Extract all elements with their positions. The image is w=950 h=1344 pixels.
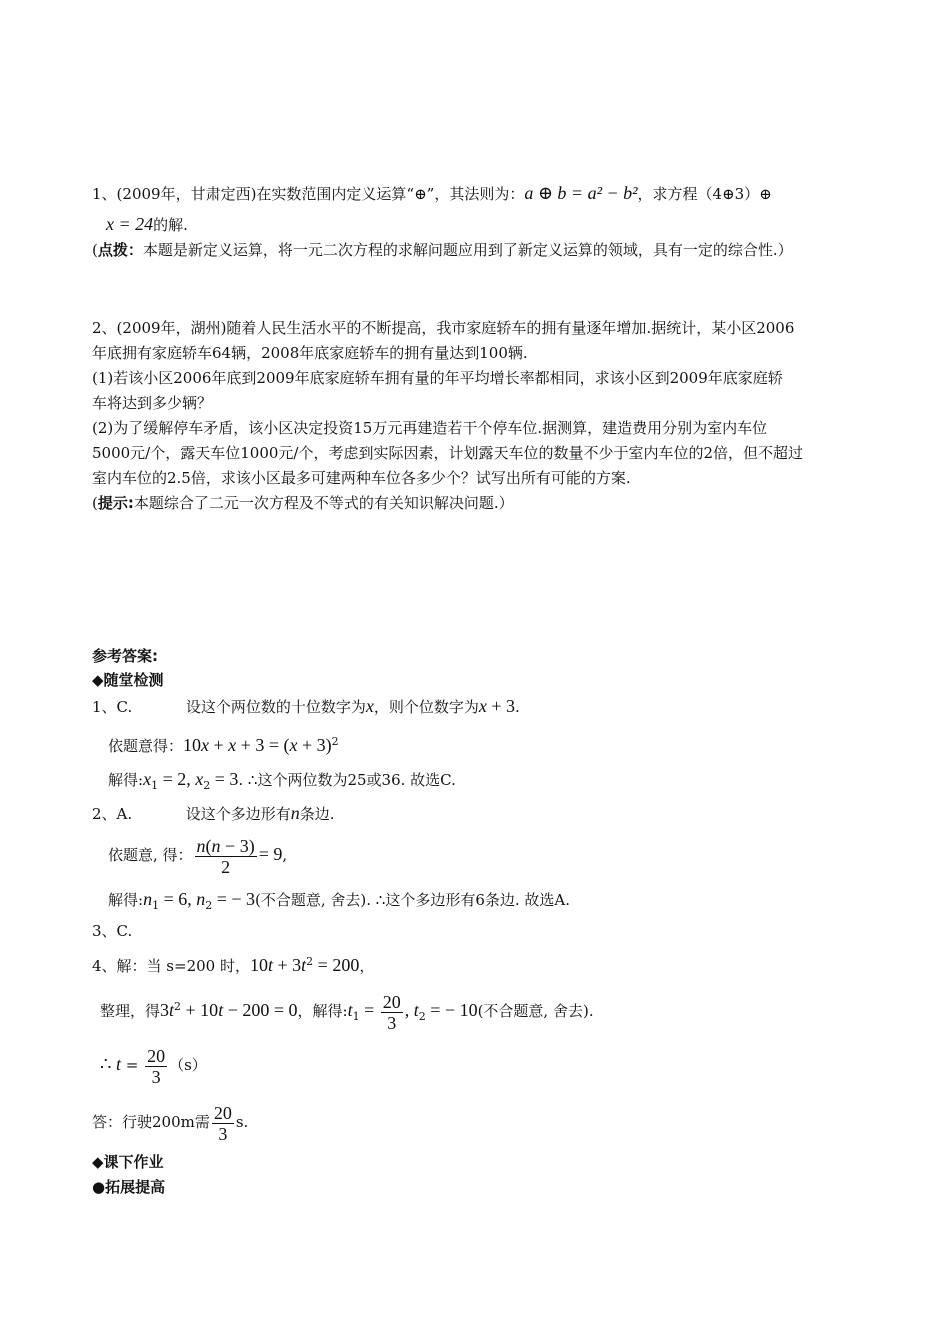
answer2-text: 设这个多边形有 [185, 805, 291, 823]
answer4-final-unit: s. [235, 1113, 249, 1131]
q2-line5: (2)为了缓解停车矛盾，该小区决定投资15万元再建造若干个停车位.据测算，建造费用分别为室内车位 [92, 419, 768, 437]
answer2-label: 2、A. [92, 805, 133, 823]
answer2-line2: 依题意, 得： $\frac{n(n - 3)}{2}$ = 9, [108, 835, 288, 877]
q2-hint: (提示:本题综合了二元一次方程及不等式的有关知识解决问题.） [92, 494, 514, 512]
answer1-line1: 1、C. 设这个两位数的十位数字为x，则个位数字为x + 3. [92, 696, 520, 716]
section-in-class-check: ◆随堂检测 [92, 671, 164, 689]
answer1-equation-label: 依题意得： [108, 737, 184, 755]
q2-hint-text: 本题综合了二元一次方程及不等式的有关知识解决问题.） [133, 494, 514, 512]
answer1-label: 1、C. [92, 698, 133, 716]
answer4-arrange-label: 整理，得 [100, 1002, 161, 1020]
answer2-equation-label: 依题意, 得： [108, 846, 193, 864]
answer4-line4 [92, 1099, 248, 1145]
section-extension: ●拓展提高 [92, 1178, 166, 1196]
answer4-line1: 4、解：当 s=200 时，$10t + 3t^2 = 200$， [92, 955, 375, 975]
q2-line2: 年底拥有家庭轿车64辆，2008年底家庭轿车的拥有量达到100辆. [92, 344, 528, 362]
answer4-solve-label: ，解得: [297, 1002, 348, 1020]
answer2-fraction: $\frac{n(n - 3)}{2}$ [196, 835, 255, 877]
answer4-fraction-final: $\frac{20}{3}$ [213, 1102, 232, 1144]
answer2-conclusion: (不合题意, 舍去). ∴这个多边形有6条边. 故选A. [255, 891, 571, 909]
q1-line2 [106, 212, 188, 237]
answer1-text: 设这个两位数的十位数字为 [185, 698, 366, 716]
answers-title: 参考答案: [92, 647, 158, 665]
answer1-text2: ，则个位数字为 [373, 698, 479, 716]
q2-line3: (1)若该小区2006年底到2009年底家庭轿车拥有量的年平均增长率都相同，求该小区到2009年底家庭轿 [92, 369, 783, 387]
answer1-solve-label: 解得: [108, 771, 144, 789]
answer1-conclusion: ∴这个两位数为25或36. 故选C. [247, 771, 456, 789]
answer1-line3: 解得$:x_1 = 2$, $x_2 = 3$. ∴这个两位数为25或36. 故选C. [108, 769, 456, 792]
answer2-text2: 条边. [299, 805, 335, 823]
answer4-final-label: 答：行驶200m需 [92, 1113, 210, 1131]
answer4-unit: （s） [169, 1056, 207, 1074]
q1-equation: x = 24 [106, 214, 154, 234]
answer2-line1: 2、A. 设这个多边形有n条边. [92, 803, 335, 823]
answer4-reject-note: (不合题意, 舍去). [477, 1002, 594, 1020]
q2-hint-label: 提示: [97, 494, 134, 512]
answer4-line3: ∴ t = $\frac{20}{3}$ （s） [100, 1045, 207, 1087]
answer4-fraction-t: $\frac{20}{3}$ [147, 1045, 166, 1087]
q1-line1 [92, 181, 772, 206]
q1-hint-text: 本题是新定义运算，将一元二次方程的求解问题应用到了新定义运算的领域，具有一定的综合性.） [142, 241, 793, 259]
q1-hint-label: 点拨： [97, 241, 143, 259]
q1-hint: (点拨：本题是新定义运算，将一元二次方程的求解问题应用到了新定义运算的领域，具有一定的综合性.） [92, 241, 793, 259]
q2-line1: 2、(2009年，湖州)随着人民生活水平的不断提高，我市家庭轿车的拥有量逐年增加.据统计，某小区2006 [92, 319, 795, 337]
answer4-line2: 整理，得$3t^2 + 10t - 200 = 0$，解得$:t_1$ = $\frac{20}{3}$ , $t_2$ = − 10(不合题意, 舍去). [100, 991, 594, 1033]
q1-tail: ，求方程（4⊕3）⊕ [637, 185, 772, 203]
section-homework: ◆课下作业 [92, 1153, 164, 1171]
answer1-line2: 依题意得：$10x + x + 3 = (x + 3)^2$ [108, 735, 339, 755]
answer4-label: 4、解：当 s=200 时， [92, 957, 250, 975]
q1-text: 1、(2009年，甘肃定西)在实数范围内定义运算“⊕”，其法则为： [92, 185, 525, 203]
q1-formula: a ⊕ b = a² − b² [524, 183, 638, 203]
answer2-solve-label: 解得: [108, 891, 144, 909]
answer3-line: 3、C. [92, 922, 133, 940]
q2-line7: 室内车位的2.5倍，求该小区最多可建两种车位各多少个？试写出所有可能的方案. [92, 469, 631, 487]
answer4-fraction-t1: $\frac{20}{3}$ [382, 991, 401, 1033]
q1-equation-tail: 的解. [153, 216, 188, 234]
answer2-line3: 解得$:n_1 = 6$, $n_2$ = − 3(不合题意, 舍去). ∴这个多边形有6条边. 故选A. [108, 889, 571, 912]
q2-line6: 5000元/个，露天车位1000元/个，考虑到实际因素，计划露天车位的数量不少于室内车位的2倍，但不超过 [92, 444, 804, 462]
q2-line4: 车将达到多少辆？ [92, 394, 213, 412]
